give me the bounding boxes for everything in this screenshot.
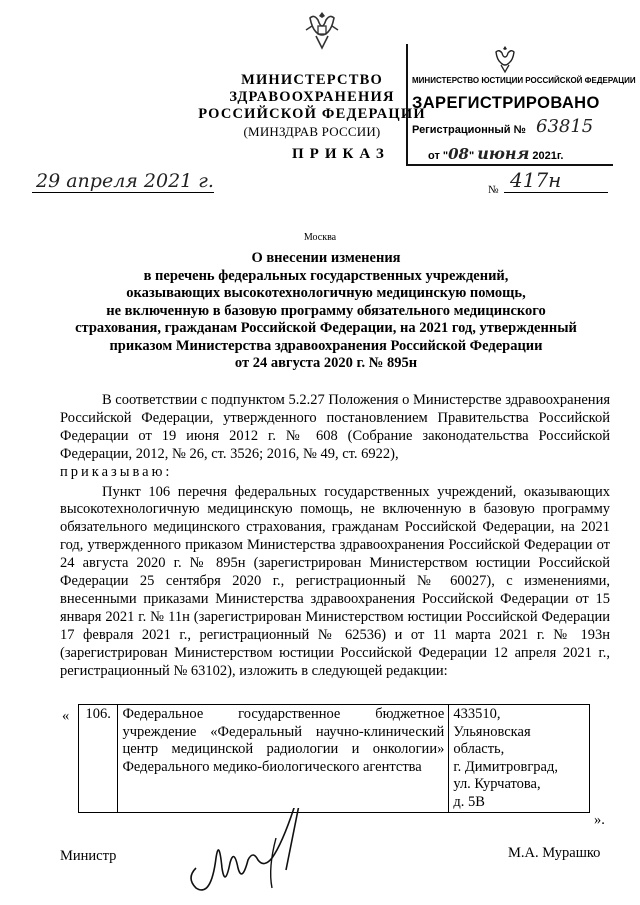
- ministry-name-line2: РОССИЙСКОЙ ФЕДЕРАЦИИ: [198, 106, 426, 122]
- stamp-registered-label: ЗАРЕГИСТРИРОВАНО: [412, 94, 600, 112]
- city: Москва: [303, 232, 337, 243]
- document-body: [60, 392, 610, 681]
- title-line: от 24 августа 2020 г. № 895н: [234, 355, 418, 371]
- body-paragraph-1: [60, 392, 610, 482]
- title-line: О внесении изменения: [251, 250, 401, 266]
- stamp-date-day: 08: [448, 145, 469, 163]
- entry-name: Федеральное государственное бюджетное учреждение «Федеральный научно-клинический центр медицинской радиологии и онкологии» Федерального медико-биологического агентства: [118, 705, 449, 813]
- document-kind: ПРИКАЗ: [292, 146, 390, 162]
- title-line: страхования, гражданам Российской Федерации, на 2021 год, утвержденный: [75, 320, 577, 336]
- entry-table: [78, 704, 590, 813]
- ministry-name-line1: МИНИСТЕРСТВО ЗДРАВООХРАНЕНИЯ: [229, 72, 395, 105]
- stamp-regno-label: Регистрационный №: [412, 124, 526, 136]
- stamp-organization: МИНИСТЕРСТВО ЮСТИЦИИ РОССИЙСКОЙ ФЕДЕРАЦИИ: [412, 76, 636, 85]
- order-verb: приказываю:: [60, 463, 173, 480]
- title-line: оказывающих высокотехнологичную медицинскую помощь,: [126, 285, 526, 301]
- address-line: область,: [453, 741, 505, 757]
- handwritten-signature-icon: [176, 808, 366, 902]
- body-paragraph-2: Пункт 106 перечня федеральных государственных учреждений, оказывающих высокотехнологичную медицинскую помощь, не включенную в базовую программу обязательного медицинского страхования, гражданам Российской Федерации, на 2021 год, утвержденного приказом Министерства здравоохранения Российской Федерации от 24 августа 2020 г. № 895н (зарегистрирован Министерством юстиции Российской Федерации 25 сентября 2020 г., регистрационный № 60027), с изменениями, внесенными приказами Министерства здравоохранения Российской Федерации от 15 января 2021 г. № 11н (зарегистрирован Министерством юстиции Российской Федерации 17 февраля 2021 г., регистрационный № 62536) и от 11 марта 2021 г. № 193н (зарегистрирован Министерством юстиции Российской Федерации 12 апреля 2021 г., регистрационный № 63102), изложить в следующей редакции:: [60, 483, 610, 679]
- title-line: не включенную в базовую программу обязательного медицинского: [106, 302, 546, 319]
- stamp-date-mid: ": [468, 150, 475, 162]
- entry-address: [449, 705, 590, 813]
- stamp-date: [428, 144, 563, 163]
- registration-stamp: [406, 44, 636, 166]
- stamp-emblem-icon: [490, 44, 520, 74]
- stamp-date-year: 2021г.: [532, 150, 564, 162]
- address-line: 433510,: [453, 706, 501, 722]
- table-row: [79, 705, 590, 813]
- document-title: [56, 250, 596, 373]
- title-line: приказом Министерства здравоохранения Российской Федерации: [109, 337, 543, 354]
- address-line: ул. Курчатова,: [453, 776, 541, 792]
- address-line: д. 5В: [453, 793, 485, 810]
- signer-position: Министр: [60, 848, 117, 864]
- date-underline: [32, 192, 214, 193]
- stamp-date-month: июня: [477, 144, 530, 163]
- open-quote: «: [62, 708, 70, 724]
- stamp-regno-handwritten: 63815: [536, 116, 594, 137]
- order-number-label: №: [488, 184, 499, 196]
- number-underline: [504, 192, 608, 193]
- entry-number: 106.: [79, 705, 118, 813]
- address-line: г. Димитровград,: [453, 758, 558, 775]
- order-number: 417н: [510, 168, 562, 192]
- signer-name: М.А. Мурашко: [508, 845, 601, 861]
- body-paragraph-1-text: В соответствии с подпунктом 5.2.27 Положения о Министерстве здравоохранения Российской Федерации, утвержденного постановлением Правительства Российской Федерации от 19 июня 2012 г. № 608 (Собрание законодательства Российской Федерации, 2012, № 26, ст. 3526; 2016, № 49, ст. 6922),: [60, 392, 610, 462]
- ministry-short-name: (МИНЗДРАВ РОССИИ): [243, 124, 381, 139]
- stamp-date-prefix: от ": [428, 150, 449, 162]
- close-quote: ».: [594, 812, 605, 828]
- address-line: Ульяновская: [453, 723, 531, 740]
- order-date: 29 апреля 2021 г.: [36, 170, 214, 192]
- title-line: в перечень федеральных государственных учреждений,: [143, 267, 509, 284]
- coat-of-arms-icon: [302, 8, 342, 52]
